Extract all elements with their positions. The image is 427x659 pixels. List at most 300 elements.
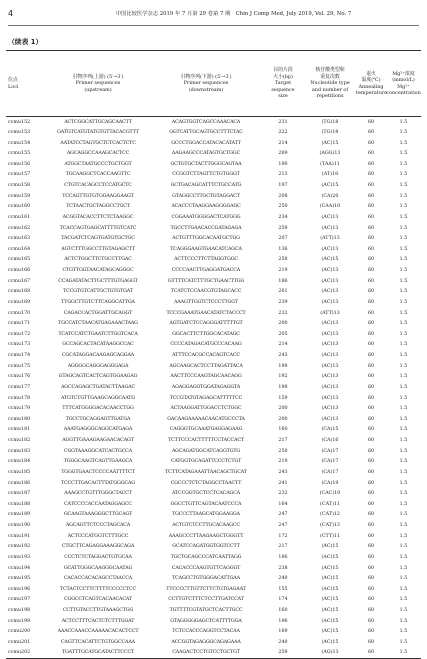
target-size-cell: 198 bbox=[278, 384, 288, 390]
repeat-type-cell: (AC)13 bbox=[321, 214, 339, 220]
target-size-cell: 200 bbox=[278, 321, 288, 327]
target-size-cell: 192 bbox=[278, 374, 288, 380]
annealing-temp-cell: 60 bbox=[367, 491, 375, 497]
target-size-cell: 240 bbox=[278, 576, 288, 582]
reverse-primer-cell: AGAGGAGGTGGATAGAGGTA bbox=[171, 384, 241, 390]
locus-cell: ccmu194 bbox=[8, 565, 31, 571]
target-size-cell: 243 bbox=[278, 469, 288, 475]
mg-concentration-cell: 1.5 bbox=[399, 140, 408, 146]
mg-concentration-cell: 1.5 bbox=[399, 257, 408, 263]
target-size-cell: 172 bbox=[278, 533, 288, 539]
reverse-primer-cell: GCCCTGGACCATACACATATT bbox=[171, 140, 241, 146]
mg-concentration-cell: 1.5 bbox=[399, 342, 408, 348]
reverse-primer-cell: CCCCAACTTGAGGATGACCA bbox=[171, 268, 241, 274]
reverse-primer-cell: GGCACTTCTTGGCACATAGC bbox=[172, 331, 240, 337]
locus-cell: ccmu161 bbox=[8, 214, 31, 220]
annealing-temp-cell: 60 bbox=[367, 480, 375, 486]
reverse-primer-cell: TGCTGCAGCCCATCAATTAGG bbox=[170, 554, 242, 560]
reverse-primer-cell: AGCAAGCACTCCTTAGATTACA bbox=[169, 363, 243, 369]
locus-cell: ccmu153 bbox=[8, 129, 31, 135]
reverse-primer-cell: AGTGATCTCCAGGGATTTTTGT bbox=[169, 321, 243, 327]
repeat-type-cell: (CAA)10 bbox=[319, 204, 341, 210]
locus-cell: ccmu163 bbox=[8, 236, 31, 242]
repeat-type-cell: (AC)13 bbox=[321, 353, 339, 359]
table-row bbox=[6, 446, 421, 457]
repeat-type-cell: (AC)13 bbox=[321, 374, 339, 380]
repeat-type-cell: (CA)16 bbox=[321, 438, 339, 444]
target-size-cell: 231 bbox=[278, 119, 288, 125]
col-header-target-size: 目的片段 大小(bp) Target sequence size bbox=[262, 51, 304, 117]
repeat-type-cell: (AC)13 bbox=[321, 331, 339, 337]
locus-cell: ccmu198 bbox=[8, 608, 31, 614]
locus-cell: ccmu196 bbox=[8, 586, 31, 592]
table-row bbox=[6, 148, 421, 159]
repeat-type-cell: (TAA)11 bbox=[320, 161, 340, 167]
locus-cell: ccmu197 bbox=[8, 597, 31, 603]
mg-concentration-cell: 1.5 bbox=[399, 214, 408, 220]
mg-concentration-cell: 1.5 bbox=[399, 576, 408, 582]
locus-cell: ccmu189 bbox=[8, 512, 31, 518]
mg-concentration-cell: 1.5 bbox=[399, 299, 408, 305]
annealing-temp-cell: 60 bbox=[367, 427, 375, 433]
forward-primer-cell: CGGCCTCAGTCACAACACAT bbox=[64, 597, 132, 603]
target-size-cell: 186 bbox=[278, 554, 288, 560]
forward-primer-cell: ACTCGGCATTGCAGCAACTT bbox=[64, 119, 132, 125]
annealing-temp-cell: 60 bbox=[367, 204, 375, 210]
table-row bbox=[6, 255, 421, 266]
target-size-cell: 169 bbox=[278, 629, 288, 635]
target-size-cell: 259 bbox=[262, 648, 304, 659]
target-size-cell: 258 bbox=[278, 257, 288, 263]
table-row bbox=[6, 563, 421, 574]
annealing-temp-cell: 60 bbox=[367, 501, 375, 507]
reverse-primer-cell: CGCCCTCTCTAGGCCTAACTT bbox=[170, 480, 242, 486]
table-row bbox=[6, 329, 421, 340]
locus-cell: ccmu172 bbox=[8, 331, 31, 337]
forward-primer-cell: GCCAGCACTACATAAGGCCAC bbox=[62, 342, 134, 348]
repeat-type-cell: (CAC)10 bbox=[319, 491, 341, 497]
repeat-type-cell: (AT)18 bbox=[321, 172, 339, 178]
locus-cell: ccmu193 bbox=[8, 554, 31, 560]
reverse-primer-cell: CACACCCAAGTGTTCAGGGT bbox=[171, 565, 241, 571]
table-row bbox=[6, 297, 421, 308]
table-body bbox=[6, 117, 421, 659]
forward-primer-cell: TGCCATCTAACATGAGAAACTAAG bbox=[58, 321, 138, 327]
annealing-temp-cell: 60 bbox=[367, 183, 375, 189]
forward-primer-cell: CTGTCACAGCCTCCATGCTC bbox=[64, 183, 132, 189]
forward-primer-cell: ACTCCTTTCACTCTCTTTGGAT bbox=[61, 618, 135, 624]
target-size-cell: 160 bbox=[278, 427, 288, 433]
annealing-temp-cell: 60 bbox=[367, 512, 375, 518]
reverse-primer-cell: TCCCGAAATGAACATATCTACCCT bbox=[166, 310, 246, 316]
reverse-primer-cell: AGCAGATGGCATCAGGTGTG bbox=[171, 448, 241, 454]
reverse-primer-cell: AAAGTTGGTCTCCCTTGGT bbox=[174, 299, 238, 305]
locus-cell: ccmu167 bbox=[8, 278, 31, 284]
mg-concentration-cell: 1.5 bbox=[399, 586, 408, 592]
reverse-primer-cell: TCAGGGAAGTGAACATCAGCA bbox=[170, 246, 242, 252]
forward-primer-cell: CTGTTGGTAACATAGCAGGGC bbox=[62, 268, 134, 274]
forward-primer-cell: CCCTCTCTAGGACTGTGCAA bbox=[64, 554, 132, 560]
annealing-temp-cell: 60 bbox=[367, 257, 375, 263]
forward-primer-cell: CCTTGTACCTTGTAAAGCTGG bbox=[62, 608, 134, 614]
locus-cell: ccmu178 bbox=[8, 395, 31, 401]
table-row bbox=[6, 127, 421, 138]
target-size-cell: 155 bbox=[278, 586, 288, 592]
mg-concentration-cell: 1.5 bbox=[399, 384, 408, 390]
target-size-cell: 196 bbox=[278, 618, 288, 624]
annealing-temp-cell: 60 bbox=[367, 533, 375, 539]
table-row bbox=[6, 595, 421, 606]
forward-primer-cell: ATGTCTGTTGAAGCAGGCAATG bbox=[60, 395, 136, 401]
reverse-primer-cell: TCAGCCTGTGGGACATTGAA bbox=[172, 576, 240, 582]
mg-concentration-cell: 1.5 bbox=[399, 161, 408, 167]
locus-cell: ccmu173 bbox=[8, 342, 31, 348]
annealing-temp-cell: 60 bbox=[367, 469, 375, 475]
table-row bbox=[6, 318, 421, 329]
table-row bbox=[6, 233, 421, 244]
locus-cell: ccmu169 bbox=[8, 299, 31, 305]
table-row bbox=[6, 382, 421, 393]
mg-concentration-cell: 1.5 bbox=[399, 204, 408, 210]
target-size-cell: 200 bbox=[278, 416, 288, 422]
annealing-temp-cell: 60 bbox=[367, 576, 375, 582]
locus-cell: ccmu182 bbox=[8, 438, 31, 444]
repeat-type-cell: (AC)15 bbox=[321, 140, 339, 146]
mg-concentration-cell: 1.5 bbox=[399, 554, 408, 560]
table-row bbox=[6, 414, 421, 425]
locus-cell: ccmu192 bbox=[8, 544, 31, 550]
reverse-primer-cell: AACTTCCCAAGTAGCAACAGG bbox=[170, 374, 242, 380]
locus-cell: ccmu162 bbox=[8, 225, 31, 231]
mg-concentration-cell: 1.5 bbox=[386, 648, 421, 659]
repeat-type-cell: (ATT)13 bbox=[320, 236, 340, 242]
primer-table bbox=[6, 50, 421, 659]
annealing-temp-cell: 60 bbox=[367, 416, 375, 422]
table-row bbox=[6, 265, 421, 276]
forward-primer-cell: GCAAGTAAAGGGCTTGCAGT bbox=[63, 512, 133, 518]
table-row bbox=[6, 403, 421, 414]
locus-cell: ccmu160 bbox=[8, 204, 31, 210]
annealing-temp-cell: 60 bbox=[367, 523, 375, 529]
reverse-primer-cell: CATGGTGCAGATTCCCTCTGT bbox=[170, 459, 242, 465]
reverse-primer-cell: ACTGTTTGGCACAATGCTGG bbox=[172, 236, 240, 242]
annealing-temp-cell: 60 bbox=[367, 459, 375, 465]
table-row bbox=[6, 488, 421, 499]
col-header-annealing-temp: 退火 温度(℃) Annealing temperature bbox=[356, 51, 386, 117]
annealing-temp-cell: 60 bbox=[367, 342, 375, 348]
target-size-cell: 213 bbox=[278, 172, 288, 178]
target-size-cell: 247 bbox=[278, 523, 288, 529]
locus-cell: ccmu195 bbox=[8, 576, 31, 582]
locus-cell: ccmu156 bbox=[8, 161, 31, 167]
target-size-cell: 197 bbox=[278, 183, 288, 189]
reverse-primer-cell: CCGGTCTTAGTTCTGTGGGT bbox=[172, 172, 240, 178]
mg-concentration-cell: 1.5 bbox=[399, 491, 408, 497]
repeat-type-cell: (CA)20 bbox=[321, 193, 339, 199]
repeat-type-cell: (CA)19 bbox=[321, 480, 339, 486]
repeat-type-cell: (AC)13 bbox=[321, 406, 339, 412]
mg-concentration-cell: 1.5 bbox=[399, 374, 408, 380]
annealing-temp-cell: 60 bbox=[367, 608, 375, 614]
repeat-type-cell: (ATT)13 bbox=[320, 310, 340, 316]
annealing-temp-cell: 60 bbox=[367, 299, 375, 305]
table-row bbox=[6, 117, 421, 128]
target-size-cell: 207 bbox=[278, 236, 288, 242]
repeat-type-cell: (AGG)13 bbox=[319, 151, 341, 157]
reverse-primer-cell: ATCCGGTGCTCCTCACAGCA bbox=[171, 491, 241, 497]
table-row bbox=[6, 435, 421, 446]
forward-primer-cell: TCACCAGTGAGCATTTTGTCATC bbox=[59, 225, 137, 231]
forward-primer-cell: AGCAGGCCAAAGCACTCC bbox=[66, 151, 130, 157]
mg-concentration-cell: 1.5 bbox=[399, 512, 408, 518]
annealing-temp-cell: 60 bbox=[367, 129, 375, 135]
annealing-temp-cell: 60 bbox=[367, 618, 375, 624]
forward-primer-cell: ACGGTACACCTTCTCTAAGGC bbox=[62, 214, 134, 220]
reverse-primer-cell: TGCCTTGAACACCGATAGAGA bbox=[170, 225, 242, 231]
col-header-repeat-type: 核苷酸类型和 重复次数 Nucleotide type and number of repetitions bbox=[304, 51, 356, 117]
annealing-temp-cell: 60 bbox=[367, 629, 375, 635]
mg-concentration-cell: 1.5 bbox=[399, 406, 408, 412]
repeat-type-cell: (TG)18 bbox=[321, 119, 339, 125]
annealing-temp-cell: 60 bbox=[367, 236, 375, 242]
mg-concentration-cell: 1.5 bbox=[399, 544, 408, 550]
mg-concentration-cell: 1.5 bbox=[399, 321, 408, 327]
repeat-type-cell: (AC)15 bbox=[321, 257, 339, 263]
reverse-primer-cell: ATTTCCACGCCACAGTCACC bbox=[172, 353, 240, 359]
mg-concentration-cell: 1.5 bbox=[399, 448, 408, 454]
repeat-type-cell: (AC)13 bbox=[321, 363, 339, 369]
locus-cell: ccmu168 bbox=[8, 289, 31, 295]
locus-cell: ccmu174 bbox=[8, 353, 31, 359]
reverse-primer-cell: ACCGGTAGAGGGCAGAGAAA bbox=[171, 639, 241, 645]
locus-cell: ccmu190 bbox=[8, 523, 31, 529]
table-row bbox=[6, 191, 421, 202]
reverse-primer-cell: GTTTTCATCTTTGCTGAACTTGG bbox=[167, 278, 245, 284]
locus-cell: ccmu201 bbox=[8, 639, 31, 645]
reverse-primer-cell: CCCCATAGACATGCCCACAAG bbox=[170, 342, 242, 348]
locus-cell: ccmu180 bbox=[8, 416, 31, 422]
header-rule bbox=[8, 25, 419, 26]
annealing-temp-cell: 60 bbox=[367, 278, 375, 284]
mg-concentration-cell: 1.5 bbox=[399, 151, 408, 157]
mg-concentration-cell: 1.5 bbox=[399, 183, 408, 189]
mg-concentration-cell: 1.5 bbox=[399, 129, 408, 135]
target-size-cell: 200 bbox=[278, 406, 288, 412]
mg-concentration-cell: 1.5 bbox=[399, 172, 408, 178]
reverse-primer-cell: TCATCTCCAACGTGTAGCACC bbox=[170, 289, 242, 295]
forward-primer-cell: CTGCTTCAGAGGAAAGGCAGA bbox=[61, 544, 135, 550]
forward-primer-cell: ATGGCTAATGCCCTGCTGGT bbox=[64, 161, 132, 167]
mg-concentration-cell: 1.5 bbox=[399, 469, 408, 475]
table-row bbox=[6, 202, 421, 213]
locus-cell: ccmu176 bbox=[8, 374, 31, 380]
table-row bbox=[6, 350, 421, 361]
forward-primer-cell: TGGGTGAACTCCCCAATTTTCT bbox=[61, 469, 135, 475]
reverse-primer-cell: CAGGGTGCAAATGAGGAGAAG bbox=[169, 427, 243, 433]
table-row bbox=[6, 605, 421, 616]
mg-concentration-cell: 1.5 bbox=[399, 310, 408, 316]
forward-primer-cell: TACGATCTCAGTGATGTGCTGC bbox=[61, 236, 135, 242]
target-size-cell: 259 bbox=[278, 225, 288, 231]
forward-primer-cell: ACTCCCATGGTCTTTGCC bbox=[67, 533, 129, 539]
target-size-cell: 217 bbox=[278, 438, 288, 444]
target-size-cell: 190 bbox=[278, 161, 288, 167]
locus-cell: ccmu185 bbox=[8, 469, 31, 475]
table-row bbox=[6, 170, 421, 181]
annealing-temp-cell: 60 bbox=[367, 321, 375, 327]
locus-cell: ccmu155 bbox=[8, 151, 31, 157]
locus-cell: ccmu191 bbox=[8, 533, 31, 539]
mg-concentration-cell: 1.5 bbox=[399, 501, 408, 507]
repeat-type-cell: (AC)15 bbox=[321, 629, 339, 635]
target-size-cell: 239 bbox=[278, 299, 288, 305]
repeat-type-cell: (AC)15 bbox=[321, 565, 339, 571]
target-size-cell: 250 bbox=[278, 448, 288, 454]
mg-concentration-cell: 1.5 bbox=[399, 618, 408, 624]
table-row bbox=[6, 159, 421, 170]
annealing-temp-cell: 60 bbox=[367, 214, 375, 220]
repeat-type-cell: (AC)13 bbox=[321, 278, 339, 284]
locus-cell: ccmu166 bbox=[8, 268, 31, 274]
reverse-primer-cell: TCTTCATAGAAATTAACAGCTGCAT bbox=[165, 469, 247, 475]
table-row bbox=[6, 308, 421, 319]
repeat-type-cell: (AC)13 bbox=[321, 384, 339, 390]
mg-concentration-cell: 1.5 bbox=[399, 119, 408, 125]
running-header bbox=[8, 9, 419, 21]
target-size-cell: 234 bbox=[278, 214, 288, 220]
locus-cell: ccmu165 bbox=[8, 257, 31, 263]
annealing-temp-cell: 60 bbox=[367, 161, 375, 167]
mg-concentration-cell: 1.5 bbox=[399, 416, 408, 422]
target-size-cell: 241 bbox=[278, 480, 288, 486]
mg-concentration-cell: 1.5 bbox=[399, 608, 408, 614]
forward-primer-cell: TTTCATGGGGACACAACCTGG bbox=[62, 406, 134, 412]
repeat-type-cell: (AC)13 bbox=[321, 268, 339, 274]
annealing-temp-cell: 60 bbox=[367, 448, 375, 454]
target-size-cell: 232 bbox=[278, 310, 288, 316]
forward-primer-cell: TCCCTTGACACTTTATGGGCAG bbox=[61, 480, 135, 486]
forward-primer-cell: AAACCAAACCAAAAACACACTCCT bbox=[57, 629, 139, 635]
annealing-temp-cell: 60 bbox=[367, 151, 375, 157]
table-caption: （续表 1） bbox=[8, 38, 43, 46]
repeat-type-cell: (AC)15 bbox=[321, 576, 339, 582]
mg-concentration-cell: 1.5 bbox=[399, 480, 408, 486]
repeat-type-cell: (AG)13 bbox=[304, 648, 356, 659]
forward-primer-cell: CACACCACACAGCCTAACCA bbox=[63, 576, 133, 582]
reverse-primer-cell: GCTGTGCTACTTGGGCAGTAA bbox=[170, 161, 242, 167]
repeat-type-cell: (AC)15 bbox=[321, 608, 339, 614]
repeat-type-cell: (AC)15 bbox=[321, 639, 339, 645]
locus-cell: ccmu188 bbox=[8, 501, 31, 507]
repeat-type-cell: (CA)17 bbox=[321, 448, 339, 454]
table-row bbox=[6, 584, 421, 595]
repeat-type-cell: (AC)13 bbox=[321, 416, 339, 422]
reverse-primer-cell: TTCCCCTTGTTCTTCTGTGAGAAT bbox=[166, 586, 246, 592]
locus-cell: ccmu199 bbox=[8, 618, 31, 624]
forward-primer-cell: TGCCTGCAGGAGTTGATGA bbox=[65, 416, 131, 422]
annealing-temp-cell: 60 bbox=[367, 565, 375, 571]
reverse-primer-cell: ACTGTCTCCTTGCACAAGCC bbox=[172, 523, 240, 529]
table-row bbox=[6, 425, 421, 436]
target-size-cell: 164 bbox=[278, 501, 288, 507]
forward-primer-cell: CATCCCCACCAATAGGAGCC bbox=[64, 501, 132, 507]
locus-cell: ccmu184 bbox=[8, 459, 31, 465]
mg-concentration-cell: 1.5 bbox=[399, 629, 408, 635]
target-size-cell: 208 bbox=[278, 193, 288, 199]
repeat-type-cell: (AC)15 bbox=[321, 183, 339, 189]
reverse-primer-cell: CCTTGTCTTTCTCCTTGATCCAT bbox=[168, 597, 244, 603]
table-row bbox=[6, 361, 421, 372]
annealing-temp-cell: 60 bbox=[356, 648, 386, 659]
table-row bbox=[6, 340, 421, 351]
table-row bbox=[6, 542, 421, 553]
target-size-cell: 159 bbox=[278, 395, 288, 401]
table-row bbox=[6, 467, 421, 478]
repeat-type-cell: (AC)13 bbox=[321, 289, 339, 295]
mg-concentration-cell: 1.5 bbox=[399, 363, 408, 369]
locus-cell: ccmu181 bbox=[8, 427, 31, 433]
journal-running-title: 中国比较医学杂志 2019 年 7 月第 29 卷第 7 期 Chin J Comp Med, July 2019, Vol. 29, No. 7 bbox=[115, 11, 352, 17]
mg-concentration-cell: 1.5 bbox=[399, 459, 408, 465]
locus-cell: ccmu164 bbox=[8, 246, 31, 252]
target-size-cell: 160 bbox=[278, 608, 288, 614]
repeat-type-cell: (CA)17 bbox=[321, 459, 339, 465]
repeat-type-cell: (CAT)13 bbox=[320, 523, 340, 529]
annealing-temp-cell: 60 bbox=[367, 353, 375, 359]
table-row bbox=[6, 499, 421, 510]
mg-concentration-cell: 1.5 bbox=[399, 639, 408, 645]
reverse-primer-cell: GCTGACAGCATTTCTGCCATG bbox=[170, 183, 242, 189]
annealing-temp-cell: 60 bbox=[367, 289, 375, 295]
annealing-temp-cell: 60 bbox=[367, 268, 375, 274]
mg-concentration-cell: 1.5 bbox=[399, 395, 408, 401]
table-row bbox=[6, 244, 421, 255]
table-row bbox=[6, 637, 421, 648]
mg-concentration-cell: 1.5 bbox=[399, 289, 408, 295]
forward-primer-cell: TCCAGTTGTGTGGAAGGAAGT bbox=[62, 193, 134, 199]
table-row bbox=[6, 223, 421, 234]
reverse-primer-cell: AAGAAGCCCATAGTGCTGGC bbox=[171, 151, 241, 157]
annealing-temp-cell: 60 bbox=[367, 639, 375, 645]
forward-primer-cell: AGGGGCAGGGAGGGAGA bbox=[67, 363, 129, 369]
forward-primer-cell: CCAGATATACTTGCTTTGTGAGGT bbox=[58, 278, 138, 284]
table-row bbox=[6, 372, 421, 383]
repeat-type-cell: (AC)13 bbox=[321, 246, 339, 252]
locus-cell: ccmu186 bbox=[8, 480, 31, 486]
target-size-cell: 232 bbox=[278, 491, 288, 497]
reverse-primer-cell: GGCCTGTTCAGTACAATCCCA bbox=[170, 501, 242, 507]
forward-primer-cell: AGGTTGAAAGAAGAACACAGT bbox=[62, 438, 134, 444]
forward-primer-cell: GCATTGGGCAAGGGCAATAG bbox=[63, 565, 133, 571]
reverse-primer-cell: TGCCCTTAAGCATGGAAGGA bbox=[172, 512, 240, 518]
annealing-temp-cell: 60 bbox=[367, 331, 375, 337]
target-size-cell: 247 bbox=[278, 512, 288, 518]
table-row bbox=[6, 478, 421, 489]
annealing-temp-cell: 60 bbox=[367, 395, 375, 401]
locus-cell: ccmu170 bbox=[8, 310, 31, 316]
locus-cell: ccmu183 bbox=[8, 448, 31, 454]
forward-primer-cell: TCTAACTGCTAGGCCTGCT bbox=[66, 204, 130, 210]
locus-cell: ccmu202 bbox=[6, 648, 46, 659]
target-size-cell: 217 bbox=[278, 544, 288, 550]
repeat-type-cell: (AC)13 bbox=[321, 395, 339, 401]
annealing-temp-cell: 60 bbox=[367, 586, 375, 592]
forward-primer-cell: AAAGCCTGTTTGGGCTACCT bbox=[64, 491, 132, 497]
reverse-primer-cell: TCTCCACCCAGGTCCTACAA bbox=[172, 629, 240, 635]
table-row bbox=[6, 393, 421, 404]
reverse-primer-cell: GTAGGCCTTGCTGTAGGACT bbox=[172, 193, 240, 199]
mg-concentration-cell: 1.5 bbox=[399, 246, 408, 252]
